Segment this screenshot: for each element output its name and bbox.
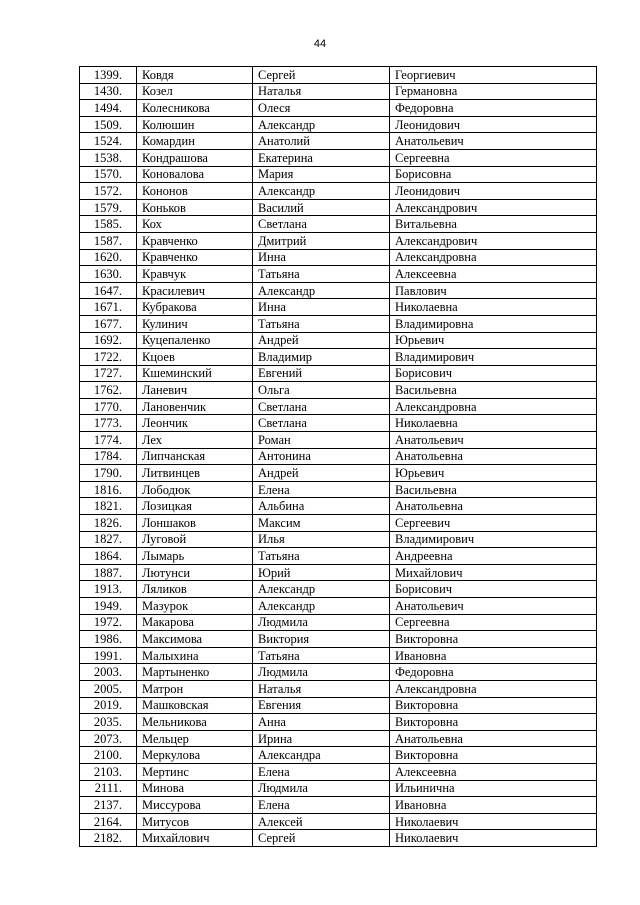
table-row (80, 614, 597, 631)
row-number-cell: 2100. (80, 747, 137, 764)
table-row (80, 332, 597, 349)
patronymic-cell: Владимирович (390, 349, 597, 366)
first-name-cell: Александр (253, 116, 390, 133)
last-name-cell: Кравченко (137, 249, 253, 266)
table-row (80, 299, 597, 316)
patronymic-cell: Германовна (390, 83, 597, 100)
row-number-cell: 1864. (80, 548, 137, 565)
first-name-cell: Татьяна (253, 647, 390, 664)
last-name-cell: Комардин (137, 133, 253, 150)
patronymic-cell: Ивановна (390, 797, 597, 814)
table-row (80, 714, 597, 731)
last-name-cell: Матрон (137, 680, 253, 697)
first-name-cell: Татьяна (253, 315, 390, 332)
row-number-cell: 1585. (80, 216, 137, 233)
table-row (80, 548, 597, 565)
table-row (80, 747, 597, 764)
last-name-cell: Кравченко (137, 232, 253, 249)
first-name-cell: Роман (253, 432, 390, 449)
last-name-cell: Кулинич (137, 315, 253, 332)
row-number-cell: 1773. (80, 415, 137, 432)
last-name-cell: Леончик (137, 415, 253, 432)
table-row (80, 481, 597, 498)
row-number-cell: 1784. (80, 448, 137, 465)
row-number-cell: 1647. (80, 282, 137, 299)
table-row (80, 282, 597, 299)
first-name-cell: Людмила (253, 664, 390, 681)
first-name-cell: Екатерина (253, 149, 390, 166)
first-name-cell: Инна (253, 249, 390, 266)
last-name-cell: Лановенчик (137, 398, 253, 415)
table-row (80, 531, 597, 548)
table-row (80, 515, 597, 532)
patronymic-cell: Андреевна (390, 548, 597, 565)
row-number-cell: 1509. (80, 116, 137, 133)
first-name-cell: Светлана (253, 398, 390, 415)
row-number-cell: 1816. (80, 481, 137, 498)
patronymic-cell: Федоровна (390, 664, 597, 681)
patronymic-cell: Ивановна (390, 647, 597, 664)
table-row (80, 100, 597, 117)
last-name-cell: Лозицкая (137, 498, 253, 515)
first-name-cell: Олеся (253, 100, 390, 117)
row-number-cell: 1727. (80, 365, 137, 382)
first-name-cell: Василий (253, 199, 390, 216)
table-row (80, 432, 597, 449)
patronymic-cell: Владимировна (390, 315, 597, 332)
last-name-cell: Кравчук (137, 266, 253, 283)
last-name-cell: Колюшин (137, 116, 253, 133)
last-name-cell: Литвинцев (137, 465, 253, 482)
first-name-cell: Татьяна (253, 266, 390, 283)
patronymic-cell: Анатольевна (390, 498, 597, 515)
row-number-cell: 1991. (80, 647, 137, 664)
row-number-cell: 1524. (80, 133, 137, 150)
row-number-cell: 1774. (80, 432, 137, 449)
last-name-cell: Миссурова (137, 797, 253, 814)
roster-table-body (80, 67, 597, 847)
row-number-cell: 2035. (80, 714, 137, 731)
first-name-cell: Илья (253, 531, 390, 548)
table-row (80, 498, 597, 515)
row-number-cell: 2103. (80, 763, 137, 780)
table-row (80, 697, 597, 714)
first-name-cell: Андрей (253, 465, 390, 482)
row-number-cell: 2164. (80, 813, 137, 830)
row-number-cell: 1762. (80, 382, 137, 399)
row-number-cell: 1399. (80, 67, 137, 84)
table-row (80, 465, 597, 482)
table-row (80, 315, 597, 332)
table-row (80, 133, 597, 150)
table-row (80, 680, 597, 697)
last-name-cell: Ляликов (137, 581, 253, 598)
last-name-cell: Машковская (137, 697, 253, 714)
first-name-cell: Инна (253, 299, 390, 316)
table-row (80, 581, 597, 598)
row-number-cell: 2019. (80, 697, 137, 714)
row-number-cell: 2111. (80, 780, 137, 797)
last-name-cell: Мельцер (137, 730, 253, 747)
patronymic-cell: Сергеевна (390, 614, 597, 631)
row-number-cell: 1570. (80, 166, 137, 183)
last-name-cell: Липчанская (137, 448, 253, 465)
table-row (80, 349, 597, 366)
table-row (80, 83, 597, 100)
first-name-cell: Александр (253, 581, 390, 598)
patronymic-cell: Александровна (390, 680, 597, 697)
row-number-cell: 1579. (80, 199, 137, 216)
row-number-cell: 2182. (80, 830, 137, 847)
row-number-cell: 1887. (80, 564, 137, 581)
last-name-cell: Куцепаленко (137, 332, 253, 349)
last-name-cell: Луговой (137, 531, 253, 548)
row-number-cell: 1692. (80, 332, 137, 349)
table-row (80, 647, 597, 664)
last-name-cell: Лоншаков (137, 515, 253, 532)
last-name-cell: Малыхина (137, 647, 253, 664)
last-name-cell: Коновалова (137, 166, 253, 183)
first-name-cell: Сергей (253, 67, 390, 84)
patronymic-cell: Васильевна (390, 382, 597, 399)
first-name-cell: Людмила (253, 614, 390, 631)
last-name-cell: Мартыненко (137, 664, 253, 681)
row-number-cell: 1790. (80, 465, 137, 482)
patronymic-cell: Александровна (390, 249, 597, 266)
row-number-cell: 1430. (80, 83, 137, 100)
row-number-cell: 1572. (80, 183, 137, 200)
row-number-cell: 1538. (80, 149, 137, 166)
first-name-cell: Светлана (253, 415, 390, 432)
patronymic-cell: Викторовна (390, 714, 597, 731)
patronymic-cell: Александрович (390, 199, 597, 216)
last-name-cell: Максимова (137, 631, 253, 648)
first-name-cell: Виктория (253, 631, 390, 648)
row-number-cell: 2005. (80, 680, 137, 697)
first-name-cell: Анатолий (253, 133, 390, 150)
patronymic-cell: Сергеевич (390, 515, 597, 532)
last-name-cell: Кцоев (137, 349, 253, 366)
last-name-cell: Красилевич (137, 282, 253, 299)
last-name-cell: Мельникова (137, 714, 253, 731)
last-name-cell: Лымарь (137, 548, 253, 565)
table-row (80, 398, 597, 415)
last-name-cell: Мертинс (137, 763, 253, 780)
row-number-cell: 2003. (80, 664, 137, 681)
first-name-cell: Юрий (253, 564, 390, 581)
patronymic-cell: Юрьевич (390, 465, 597, 482)
table-row (80, 780, 597, 797)
first-name-cell: Дмитрий (253, 232, 390, 249)
patronymic-cell: Александрович (390, 232, 597, 249)
table-row (80, 448, 597, 465)
first-name-cell: Анна (253, 714, 390, 731)
last-name-cell: Меркулова (137, 747, 253, 764)
patronymic-cell: Федоровна (390, 100, 597, 117)
patronymic-cell: Леонидович (390, 116, 597, 133)
first-name-cell: Ирина (253, 730, 390, 747)
row-number-cell: 1770. (80, 398, 137, 415)
patronymic-cell: Юрьевич (390, 332, 597, 349)
patronymic-cell: Алексеевна (390, 266, 597, 283)
last-name-cell: Минова (137, 780, 253, 797)
first-name-cell: Евгений (253, 365, 390, 382)
last-name-cell: Колесникова (137, 100, 253, 117)
patronymic-cell: Сергеевна (390, 149, 597, 166)
first-name-cell: Людмила (253, 780, 390, 797)
row-number-cell: 1827. (80, 531, 137, 548)
patronymic-cell: Викторовна (390, 747, 597, 764)
roster-table (79, 66, 597, 847)
patronymic-cell: Викторовна (390, 697, 597, 714)
first-name-cell: Татьяна (253, 548, 390, 565)
table-row (80, 232, 597, 249)
patronymic-cell: Борисовна (390, 166, 597, 183)
last-name-cell: Кубракова (137, 299, 253, 316)
row-number-cell: 1671. (80, 299, 137, 316)
row-number-cell: 1986. (80, 631, 137, 648)
table-row (80, 116, 597, 133)
first-name-cell: Светлана (253, 216, 390, 233)
patronymic-cell: Борисович (390, 581, 597, 598)
last-name-cell: Кох (137, 216, 253, 233)
row-number-cell: 1821. (80, 498, 137, 515)
table-row (80, 830, 597, 847)
first-name-cell: Сергей (253, 830, 390, 847)
first-name-cell: Наталья (253, 83, 390, 100)
first-name-cell: Антонина (253, 448, 390, 465)
row-number-cell: 1620. (80, 249, 137, 266)
patronymic-cell: Георгиевич (390, 67, 597, 84)
table-row (80, 183, 597, 200)
first-name-cell: Александра (253, 747, 390, 764)
first-name-cell: Алексей (253, 813, 390, 830)
first-name-cell: Александр (253, 183, 390, 200)
table-row (80, 382, 597, 399)
row-number-cell: 1722. (80, 349, 137, 366)
last-name-cell: Кондрашова (137, 149, 253, 166)
last-name-cell: Козел (137, 83, 253, 100)
last-name-cell: Ковдя (137, 67, 253, 84)
table-row (80, 266, 597, 283)
patronymic-cell: Анатольевич (390, 598, 597, 615)
first-name-cell: Альбина (253, 498, 390, 515)
first-name-cell: Владимир (253, 349, 390, 366)
last-name-cell: Лютунси (137, 564, 253, 581)
row-number-cell: 1494. (80, 100, 137, 117)
table-row (80, 813, 597, 830)
patronymic-cell: Николаевна (390, 415, 597, 432)
table-row (80, 564, 597, 581)
patronymic-cell: Александровна (390, 398, 597, 415)
last-name-cell: Мазурок (137, 598, 253, 615)
row-number-cell: 1972. (80, 614, 137, 631)
last-name-cell: Коньков (137, 199, 253, 216)
first-name-cell: Елена (253, 763, 390, 780)
table-row (80, 149, 597, 166)
first-name-cell: Александр (253, 598, 390, 615)
first-name-cell: Евгения (253, 697, 390, 714)
last-name-cell: Кононов (137, 183, 253, 200)
patronymic-cell: Михайлович (390, 564, 597, 581)
patronymic-cell: Анатольевна (390, 448, 597, 465)
table-row (80, 664, 597, 681)
last-name-cell: Михайлович (137, 830, 253, 847)
patronymic-cell: Борисович (390, 365, 597, 382)
patronymic-cell: Алексеевна (390, 763, 597, 780)
first-name-cell: Андрей (253, 332, 390, 349)
last-name-cell: Лободюк (137, 481, 253, 498)
row-number-cell: 2073. (80, 730, 137, 747)
patronymic-cell: Витальевна (390, 216, 597, 233)
row-number-cell: 1949. (80, 598, 137, 615)
patronymic-cell: Павлович (390, 282, 597, 299)
first-name-cell: Елена (253, 797, 390, 814)
patronymic-cell: Викторовна (390, 631, 597, 648)
patronymic-cell: Николаевич (390, 830, 597, 847)
patronymic-cell: Владимирович (390, 531, 597, 548)
last-name-cell: Митусов (137, 813, 253, 830)
patronymic-cell: Ильинична (390, 780, 597, 797)
table-row (80, 365, 597, 382)
first-name-cell: Наталья (253, 680, 390, 697)
first-name-cell: Мария (253, 166, 390, 183)
last-name-cell: Ланевич (137, 382, 253, 399)
row-number-cell: 1677. (80, 315, 137, 332)
first-name-cell: Александр (253, 282, 390, 299)
table-row (80, 415, 597, 432)
last-name-cell: Лех (137, 432, 253, 449)
table-row (80, 216, 597, 233)
first-name-cell: Елена (253, 481, 390, 498)
last-name-cell: Макарова (137, 614, 253, 631)
row-number-cell: 1587. (80, 232, 137, 249)
table-row (80, 631, 597, 648)
table-row (80, 67, 597, 84)
first-name-cell: Максим (253, 515, 390, 532)
row-number-cell: 2137. (80, 797, 137, 814)
patronymic-cell: Николаевна (390, 299, 597, 316)
row-number-cell: 1826. (80, 515, 137, 532)
patronymic-cell: Анатольевич (390, 133, 597, 150)
first-name-cell: Ольга (253, 382, 390, 399)
row-number-cell: 1630. (80, 266, 137, 283)
patronymic-cell: Васильевна (390, 481, 597, 498)
table-row (80, 249, 597, 266)
last-name-cell: Кшеминский (137, 365, 253, 382)
table-row (80, 763, 597, 780)
table-row (80, 797, 597, 814)
patronymic-cell: Анатольевич (390, 432, 597, 449)
table-row (80, 166, 597, 183)
row-number-cell: 1913. (80, 581, 137, 598)
patronymic-cell: Анатольевна (390, 730, 597, 747)
patronymic-cell: Николаевич (390, 813, 597, 830)
table-row (80, 199, 597, 216)
page-number: 44 (313, 38, 327, 50)
table-row (80, 730, 597, 747)
patronymic-cell: Леонидович (390, 183, 597, 200)
table-row (80, 598, 597, 615)
